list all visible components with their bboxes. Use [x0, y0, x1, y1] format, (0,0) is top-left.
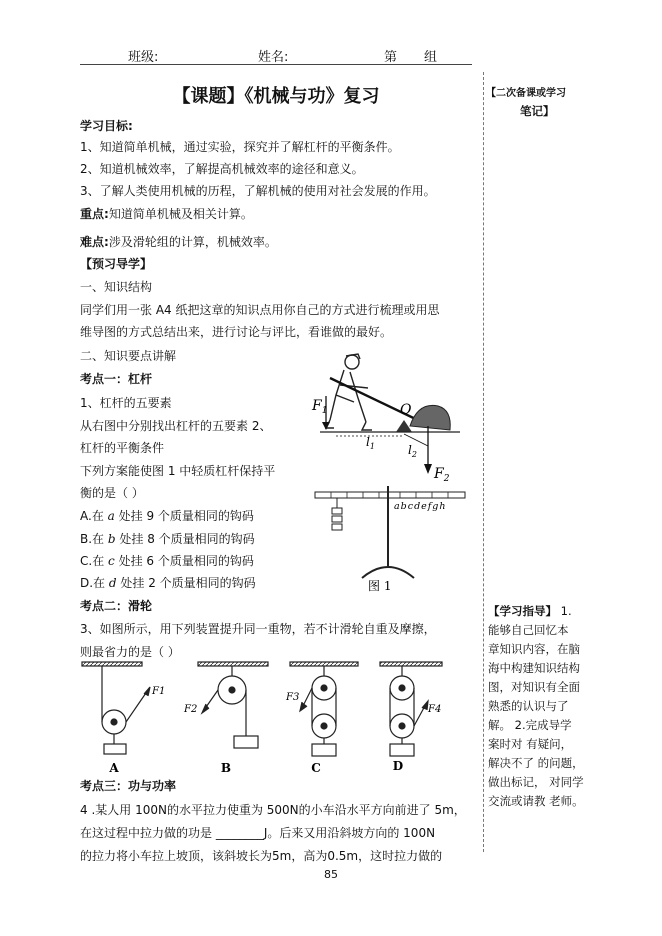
difficulty-text: 涉及滑轮组的计算，机械效率。 [108, 235, 277, 249]
pulley-setup-b [198, 662, 268, 748]
guide-line: 海中构建知识结构 [488, 661, 580, 675]
guide-line: 能够自己回忆本 [488, 623, 569, 637]
kp3-topic: 功与功率 [128, 779, 177, 793]
force-F2: F2 [184, 704, 198, 715]
goal-item: 1、知道简单机械，通过实验，探究并了解杠杆的平衡条件。 [80, 140, 400, 154]
lever-figure [300, 350, 470, 485]
label-l2: $l_2$ [408, 443, 417, 459]
goal-item: 3、了解人类使用机械的历程，了解机械的使用对社会发展的作用。 [80, 184, 436, 198]
weight [332, 524, 342, 530]
kp3-line: 在这过程中拉力做的功是 ________J。后来又用沿斜坡方向的 100N [80, 826, 436, 840]
label-a: A [109, 761, 119, 775]
difficulty [80, 232, 475, 252]
kp1-topic: 杠杆 [128, 372, 153, 386]
class-label: 班级: [128, 50, 159, 65]
kp1-line: 下列方案能使图 1 中轻质杠杆保持平 [80, 464, 276, 478]
name-label: 姓名: [258, 50, 289, 65]
column-divider [483, 72, 484, 852]
label-F2: $F_2$ [434, 466, 450, 484]
guide-line: 熟悉的认识与了 [488, 699, 569, 713]
guide-line: 做出标记， 对同学 [488, 775, 584, 789]
label-l1: $l_1$ [366, 435, 375, 451]
kp1-line: 杠杆的平衡条件 [80, 441, 165, 455]
group-prefix: 第 [384, 50, 398, 65]
label-F1: $F_1$ [312, 398, 328, 416]
label-d: D [392, 759, 404, 773]
pulley-setup-c [290, 662, 358, 756]
header-rule [80, 64, 472, 65]
kp1-line: 衡的是（ ） [80, 486, 144, 500]
guide-line: 解决不了 的问题， [488, 756, 584, 770]
option-a: A.在 a 处挂 9 个质量相同的钩码 [80, 509, 254, 523]
balance-beam [315, 492, 465, 498]
guide-line: 章知识内容，在脑 [488, 642, 580, 656]
pulley-figures [80, 660, 470, 776]
kp2-topic: 滑轮 [128, 599, 153, 613]
man-illustration [326, 354, 372, 430]
rock [410, 405, 450, 430]
kp3-heading [80, 776, 475, 796]
option-c: C.在 c 处挂 6 个质量相同的钩码 [80, 554, 254, 568]
guide-title-suffix: 1. [560, 604, 572, 618]
balance-stand [362, 567, 414, 578]
kp2-label: 考点二： [80, 599, 129, 613]
goals-heading: 学习目标: [80, 119, 133, 133]
guide-line: 案时对 有疑问， [488, 737, 573, 751]
force-F1: F1 [152, 686, 166, 697]
pulley-setup-a [82, 662, 150, 754]
goal-item: 2、知道机械效率，了解提高机械效率的途径和意义。 [80, 162, 364, 176]
kp1-line: 从右图中分别找出杠杆的五要素 2、 [80, 419, 272, 433]
force-F3: F3 [286, 692, 300, 703]
weight [332, 516, 342, 522]
label-O: O [400, 402, 412, 418]
kp1-line: 1、杠杆的五要素 [80, 396, 172, 410]
kp2-question: 则最省力的是（ ） [80, 645, 180, 659]
guide-line: 图，对知识有全面 [488, 680, 580, 694]
force-F4: F4 [428, 704, 442, 715]
lever-bar [330, 378, 426, 424]
preview-paragraph: 维导图的方式总结出来，进行讨论与评比，看谁做的最好。 [80, 325, 393, 339]
key-point-label: 重点: [80, 207, 109, 221]
guide-line: 解。 2.完成导学 [488, 718, 572, 732]
weight [332, 508, 342, 514]
difficulty-label: 难点: [80, 235, 109, 249]
kp3-line: 4 .某人用 100N的水平拉力使重为 500N的小车沿水平方向前进了 5m， [80, 803, 466, 817]
guide-text [488, 621, 600, 811]
guide-title [488, 602, 600, 621]
option-b: B.在 b 处挂 8 个质量相同的钩码 [80, 532, 255, 546]
position-letters: abcdefgh [394, 501, 447, 512]
label-b: B [220, 761, 232, 775]
preview-paragraph: 同学们用一张 A4 纸把这章的知识点用你自己的方式进行梳理或用思 [80, 303, 440, 317]
group-suffix: 组 [424, 50, 438, 65]
notes-title-line1: 【二次备课或学习 [486, 88, 566, 99]
option-d: D.在 d 处挂 2 个质量相同的钩码 [80, 576, 256, 590]
section-knowledge-structure: 一、知识结构 [80, 280, 153, 294]
kp2-question: 3、如图所示，用下列装置提升同一重物，若不计滑轮自重及摩擦， [80, 622, 436, 636]
guide-line: 交流或请教 老师。 [488, 794, 584, 808]
figure-1-balance [310, 482, 470, 592]
kp3-line: 的拉力将小车拉上坡顶，该斜坡长为5m，高为0.5m，这时拉力做的 [80, 849, 443, 863]
page-number: 85 [324, 868, 338, 881]
label-c: C [311, 761, 321, 775]
kp2-heading [80, 596, 475, 616]
kp3-label: 考点三： [80, 779, 129, 793]
preview-heading: 【预习导学】 [80, 257, 153, 271]
kp1-label: 考点一： [80, 372, 129, 386]
figure-1-caption: 图 1 [368, 579, 392, 592]
key-point [80, 204, 475, 224]
guide-title-label: 【学习指导】 [488, 604, 557, 618]
section-key-points: 二、知识要点讲解 [80, 349, 177, 363]
notes-title-line2: 笔记】 [520, 104, 555, 118]
key-point-text: 知道简单机械及相关计算。 [108, 207, 253, 221]
page-title: 【课题】《机械与功》复习 [172, 86, 380, 107]
